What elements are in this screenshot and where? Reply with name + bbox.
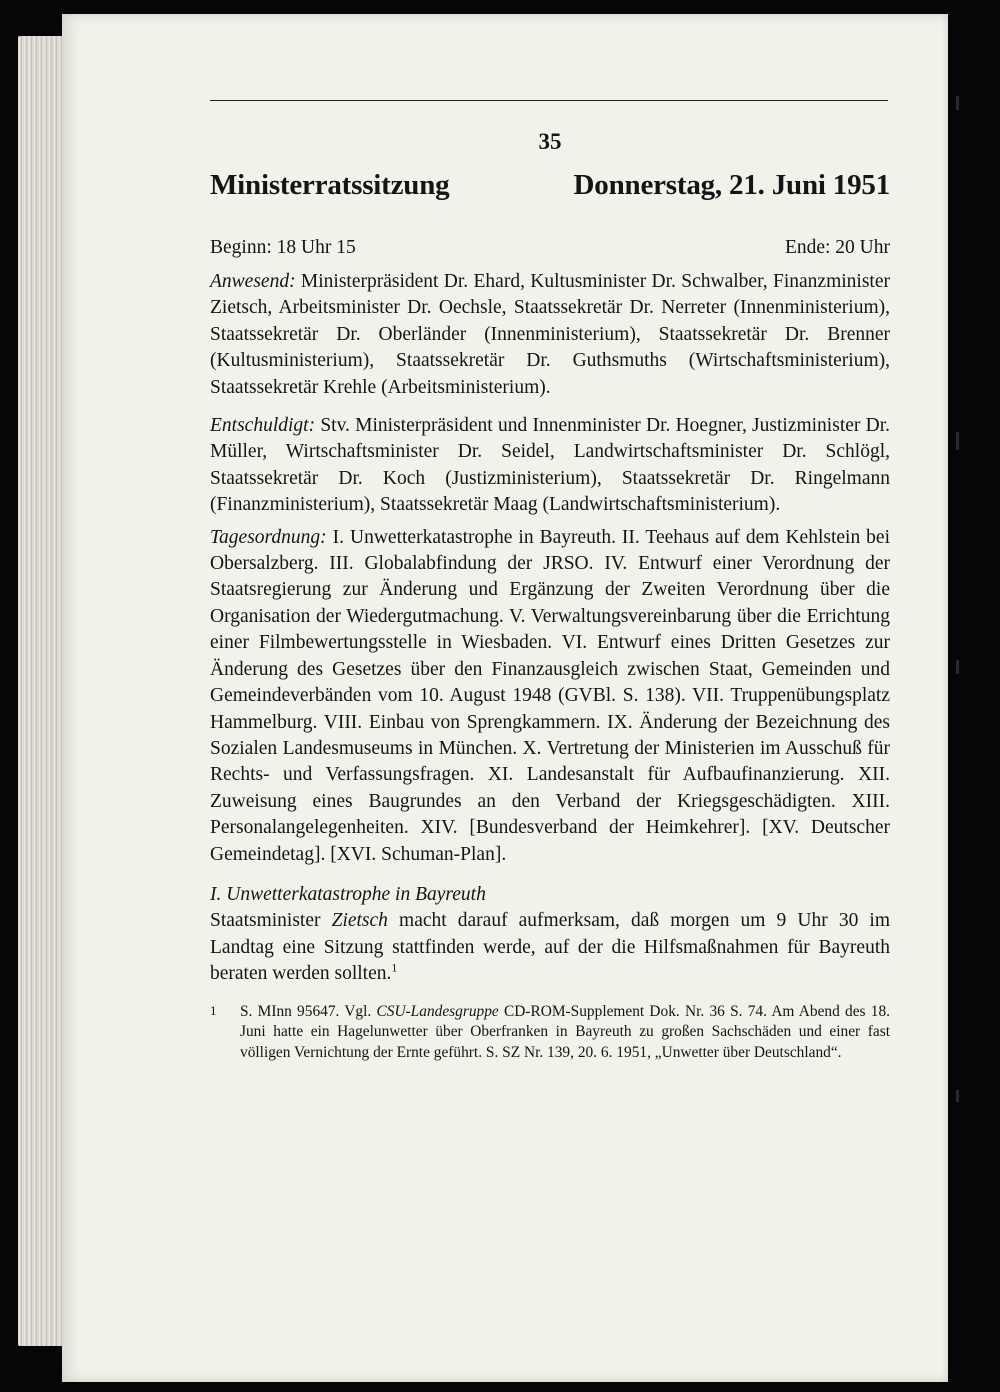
margin-mark <box>956 1090 959 1102</box>
footnote <box>210 1002 890 1064</box>
page-content <box>210 125 890 1063</box>
document-date: Donnerstag, 21. Juni 1951 <box>573 169 890 201</box>
session-begin: Beginn: 18 Uhr 15 <box>210 237 356 258</box>
footnote-text-after: CD-ROM-Supplement Dok. Nr. 36 S. 74. Am Abend des 18. Juni hatte ein Hagelunwetter über Oberfranken in Bayreuth zu großen Sachschäden und einer fast völligen Vernichtung der Ernte geführt. S. SZ Nr. 139, 20. 6. 1951, „Unwetter über Deutschland“. <box>240 1002 891 1061</box>
agenda-label: Tagesordnung: <box>210 526 327 548</box>
section-text-after: macht darauf aufmerksam, daß morgen um 9 Uhr 30 im Landtag eine Sitzung stattfinden werde, auf der die Hilfsmaßnahmen für Bayreuth beraten werden sollten. <box>210 910 890 985</box>
session-end: Ende: 20 Uhr <box>784 237 890 258</box>
footnote-reference: 1 <box>391 960 398 975</box>
excused-paragraph <box>210 413 890 519</box>
title-row <box>210 165 890 205</box>
footnote-italic: CSU-Landesgruppe <box>376 1002 499 1020</box>
document-title: Ministerratssitzung <box>210 169 450 201</box>
margin-mark <box>956 660 959 674</box>
attendees-label: Anwesend: <box>210 271 296 292</box>
session-times <box>210 233 890 263</box>
footnote-number: 1 <box>210 1002 217 1018</box>
section-heading: I. Unwetterkatastrophe in Bayreuth <box>210 883 486 905</box>
agenda-text: I. Unwetterkatastrophe in Bayreuth. II. Teehaus auf dem Kehlstein bei Obersalzberg. III. Globalabfindung der JRSO. IV. Entwurf einer Verordnung der Staatsregierung zur Änderung und Ergänzung der Zweiten Verordnung über die Organisation der Wiedergutmachung. V. Verwaltungsvereinbarung über die Errichtung einer Filmbewertungsstelle in Wiesbaden. VI. Entwurf eines Dritten Gesetzes zur Änderung des Gesetzes über den Finanzausgleich zwischen Staat, Gemeinden und Gemeindeverbänden vom 10. August 1948 (GVBl. S. 138). VII. Truppenübungsplatz Hammelburg. VIII. Einbau von Sprengkammern. IX. Änderung der Bezeichnung des Sozialen Landesmuseums in München. X. Vertretung der Ministerien im Ausschuß für Rechts- und Verfassungsfragen. XI. Landesanstalt für Aufbaufinanzierung. XII. Zuweisung eines Baugrundes an den Verband der Kriegsgeschädigten. XIII. Personalangelegenheiten. XIV. [Bundesverband der Heimkehrer]. [XV. Deutscher Gemeindetag]. [XVI. Schuman-Plan]. <box>210 526 890 865</box>
section-text-before: Staatsminister <box>210 910 332 932</box>
attendees-text: Ministerpräsident Dr. Ehard, Kultusminister Dr. Schwalber, Finanzminister Zietsch, Arbeitsminister Dr. Oechsle, Staatssekretär Dr. Nerreter (Innenministerium), Staatssekretär Dr. Oberländer (Innenministerium), Staatssekretär Dr. Brenner (Kultusministerium), Staatssekretär Dr. Guthsmuths (Wirtschaftsministerium), Staatssekretär Krehle (Arbeitsministerium). <box>210 271 890 398</box>
attendees-paragraph <box>210 269 890 401</box>
excused-label: Entschuldigt: <box>210 415 316 437</box>
document-number: 35 <box>538 129 562 154</box>
section-paragraph <box>210 908 890 987</box>
footnote-text <box>240 1002 890 1064</box>
excused-text: Stv. Ministerpräsident und Innenminister Dr. Hoegner, Justizminister Dr. Müller, Wirtschaftsminister Dr. Seidel, Landwirtschaftsminister Dr. Schlögl, Staatssekretär Dr. Koch (Justizministerium), Staatssekretär Dr. Ringelmann (Finanzministerium), Staatssekretär Maag (Landwirtschaftsministerium). <box>210 415 890 516</box>
margin-mark <box>956 96 959 110</box>
minister-name: Zietsch <box>331 910 388 932</box>
margin-mark <box>956 432 959 450</box>
header-rule <box>210 100 888 101</box>
footnote-text-before: S. MInn 95647. Vgl. <box>240 1002 377 1020</box>
agenda-paragraph <box>210 525 890 868</box>
